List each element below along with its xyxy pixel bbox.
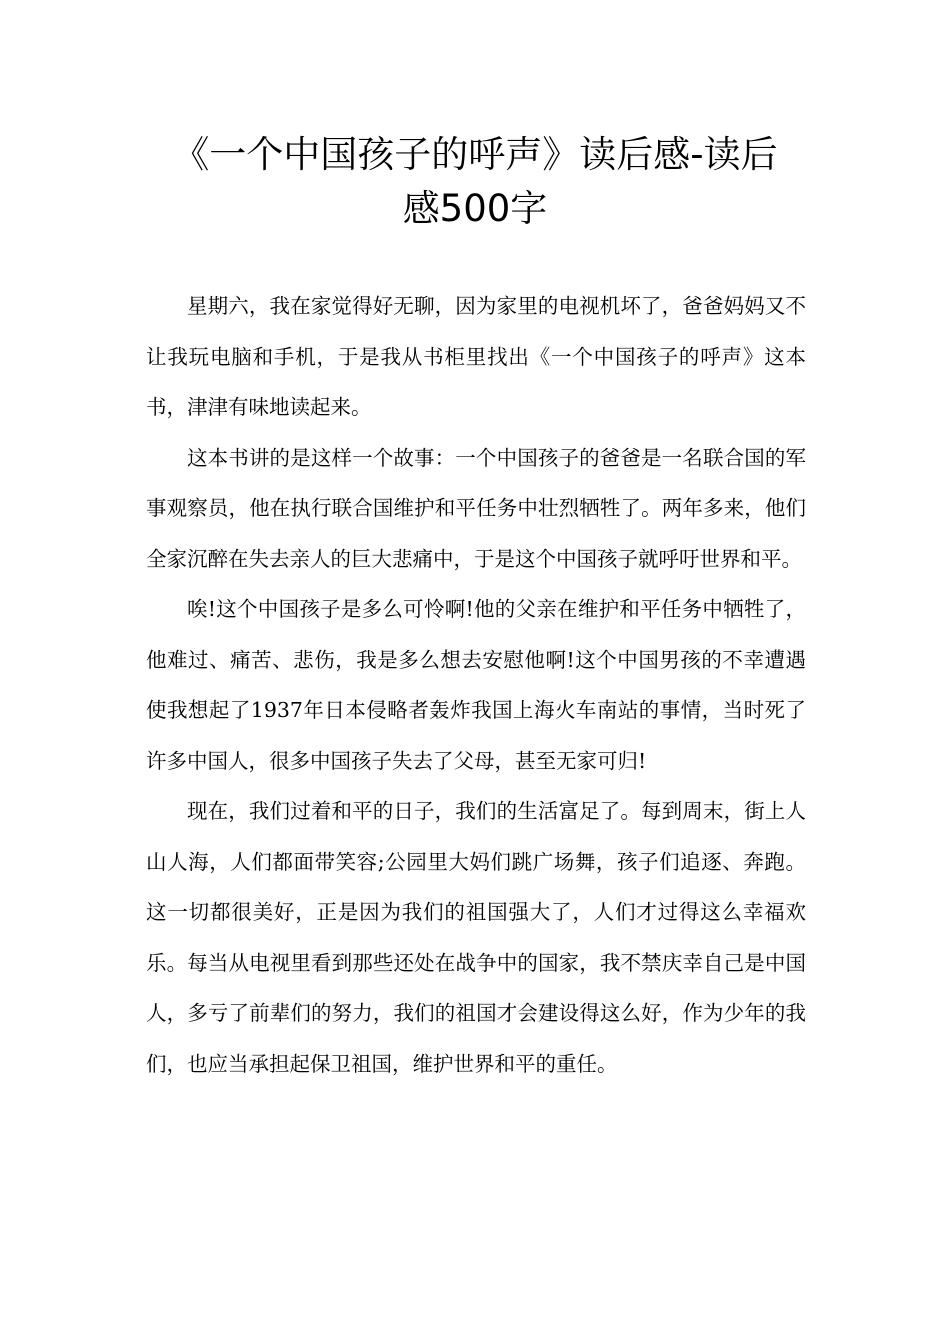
title-line-1: 《一个中国孩子的呼声》读后感-读后: [172, 133, 778, 176]
paragraph: 唉!这个中国孩子是多么可怜啊!他的父亲在维护和平任务中牺牲了，他难过、痛苦、悲伤，我是多么想去安慰他啊!这个中国男孩的不幸遭遇使我想起了1937年日本侵略者轰炸我国上海火车南站的事情，当时死了许多中国人，很多中国孩子失去了父母，甚至无家可归!: [146, 597, 806, 773]
document-title: [140, 128, 810, 236]
paragraph: 现在，我们过着和平的日子，我们的生活富足了。每到周末，街上人山人海，人们都面带笑容;公园里大妈们跳广场舞，孩子们追逐、奔跑。这一切都很美好，正是因为我们的祖国强大了，人们才过得这么幸福欢乐。每当从电视里看到那些还处在战争中的国家，我不禁庆幸自己是中国人，多亏了前辈们的努力，我们的祖国才会建设得这么好，作为少年的我们，也应当承担起保卫祖国，维护世界和平的重任。: [146, 799, 806, 1076]
paragraph: 星期六，我在家觉得好无聊，因为家里的电视机坏了，爸爸妈妈又不让我玩电脑和手机，于是我从书柜里找出《一个中国孩子的呼声》这本书，津津有味地读起来。: [146, 294, 806, 419]
document-body: [146, 281, 806, 1089]
paragraph: 这本书讲的是这样一个故事：一个中国孩子的爸爸是一名联合国的军事观察员，他在执行联合国维护和平任务中壮烈牺牲了。两年多来，他们全家沉醉在失去亲人的巨大悲痛中，于是这个中国孩子就呼吁世界和平。: [146, 445, 806, 571]
title-line-2: 感500字: [402, 187, 548, 230]
